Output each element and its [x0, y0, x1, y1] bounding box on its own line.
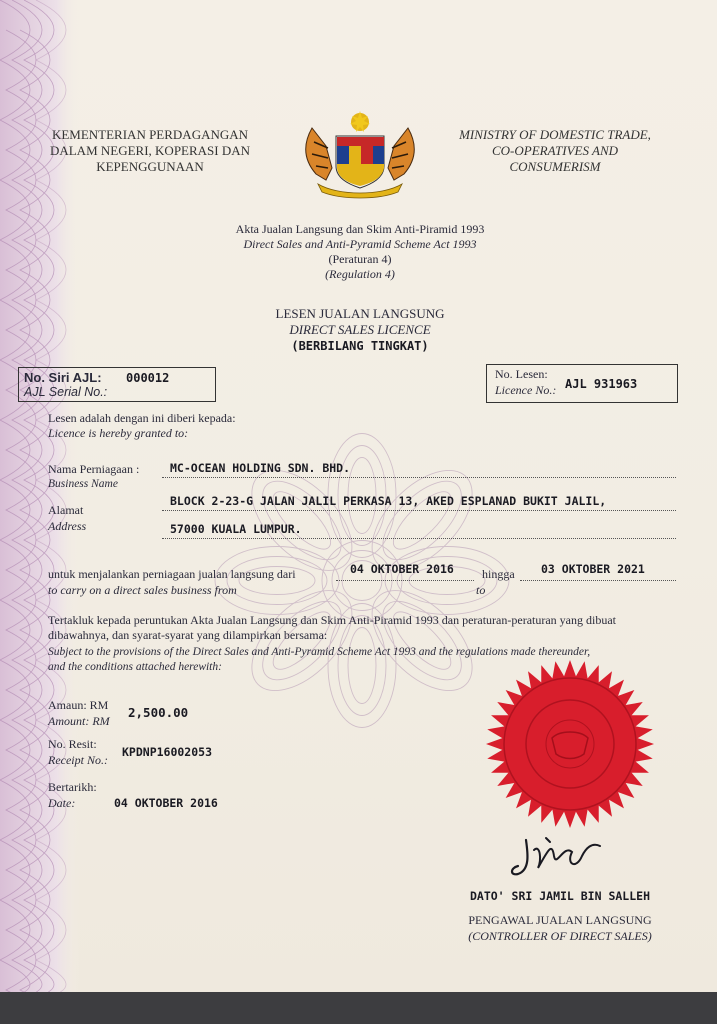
title-english: DIRECT SALES LICENCE: [289, 322, 431, 337]
period-text-malay: untuk menjalankan perniagaan jualan langsung dari: [48, 567, 296, 581]
business-name-label-english: Business Name: [48, 478, 118, 490]
address-line-1: BLOCK 2-23-G JALAN JALIL PERKASA 13, AKED ESPLANAD BUKIT JALIL,: [170, 494, 607, 508]
regulation-malay: (Peraturan 4): [328, 252, 392, 266]
subject-ms-line: dibawahnya, dan syarat-syarat yang dilampirkan bersama:: [48, 628, 328, 642]
signatory-title-english: (CONTROLLER OF DIRECT SALES): [468, 929, 652, 943]
act-name-english: Direct Sales and Anti-Pyramid Scheme Act 1993: [243, 237, 477, 251]
licence-label-malay: No. Lesen:: [495, 367, 548, 381]
subject-ms-line: Tertakluk kepada peruntukan Akta Jualan Langsung dan Skim Anti-Piramid 1993 dan peraturan-peraturan yang dibuat: [48, 613, 617, 627]
background-surface: [0, 992, 717, 1024]
period-until-malay: hingga: [482, 567, 515, 581]
period-from-date: 04 OKTOBER 2016: [350, 562, 454, 576]
period-text-english: to carry on a direct sales business from: [48, 583, 237, 597]
period-to-date: 03 OKTOBER 2021: [541, 562, 645, 576]
business-name-value: MC-OCEAN HOLDING SDN. BHD.: [170, 461, 351, 475]
ministry-en-line: CONSUMERISM: [509, 159, 601, 174]
licence-number-value: AJL 931963: [565, 377, 638, 391]
amount-value: 2,500.00: [128, 705, 189, 720]
period-until-english: to: [476, 583, 486, 597]
amount-label-malay: Amaun: RM: [48, 698, 109, 712]
amount-label-english: Amount: RM: [48, 714, 110, 728]
ministry-en-line: CO-OPERATIVES AND: [491, 143, 618, 158]
subject-en-line: and the conditions attached herewith:: [48, 661, 222, 673]
licence-title: [200, 306, 520, 354]
business-name-line: [162, 477, 676, 478]
serial-value: 000012: [126, 371, 170, 385]
business-name-label-malay: Nama Perniagaan :: [48, 462, 140, 476]
address-line-2-rule: [162, 538, 676, 539]
date-label-malay: Bertarikh:: [48, 780, 97, 794]
licence-type: (BERBILANG TINGKAT): [291, 339, 429, 353]
subject-en-line: Subject to the provisions of the Direct Sales and Anti-Pyramid Scheme Act 1993 and the regulations made thereunder,: [48, 646, 591, 658]
address-label-english: Address: [48, 519, 87, 533]
address-label-malay: Alamat: [48, 503, 84, 517]
signatory-title-malay: PENGAWAL JUALAN LANGSUNG: [468, 913, 652, 927]
ministry-ms-line: KEMENTERIAN PERDAGANGAN: [51, 127, 249, 142]
ministry-ms-line: KEPENGGUNAAN: [96, 159, 204, 174]
signature-icon: [506, 830, 616, 888]
subject-malay: [48, 613, 688, 643]
grant-english: Licence is hereby granted to:: [48, 426, 189, 440]
ministry-name-malay: [30, 127, 270, 175]
grant-malay: Lesen adalah dengan ini diberi kepada:: [48, 411, 236, 425]
coat-of-arms-icon: [298, 108, 422, 200]
red-seal-icon: [484, 658, 656, 830]
licence-label-english: Licence No.:: [495, 383, 557, 397]
title-malay: LESEN JUALAN LANGSUNG: [275, 306, 445, 321]
act-heading: [160, 222, 560, 282]
period-to-rule: [520, 580, 676, 581]
receipt-label-english: Receipt No.:: [48, 753, 108, 767]
address-line-1-rule: [162, 510, 676, 511]
date-label-english: Date:: [48, 796, 76, 810]
ministry-name-english: [440, 127, 670, 175]
ministry-en-line: MINISTRY OF DOMESTIC TRADE,: [459, 127, 651, 142]
regulation-english: (Regulation 4): [325, 267, 395, 281]
signatory-name: DATO' SRI JAMIL BIN SALLEH: [469, 889, 650, 903]
serial-label-malay: No. Siri AJL:: [24, 370, 102, 385]
address-line-2: 57000 KUALA LUMPUR.: [170, 522, 302, 536]
period-from-rule: [336, 580, 474, 581]
receipt-value: KPDNP16002053: [122, 745, 213, 759]
date-value: 04 OKTOBER 2016: [114, 796, 218, 810]
receipt-label-malay: No. Resit:: [48, 737, 97, 751]
serial-label-english: AJL Serial No.:: [24, 385, 108, 399]
ministry-ms-line: DALAM NEGERI, KOPERASI DAN: [49, 143, 251, 158]
act-name-malay: Akta Jualan Langsung dan Skim Anti-Piramid 1993: [235, 222, 485, 236]
